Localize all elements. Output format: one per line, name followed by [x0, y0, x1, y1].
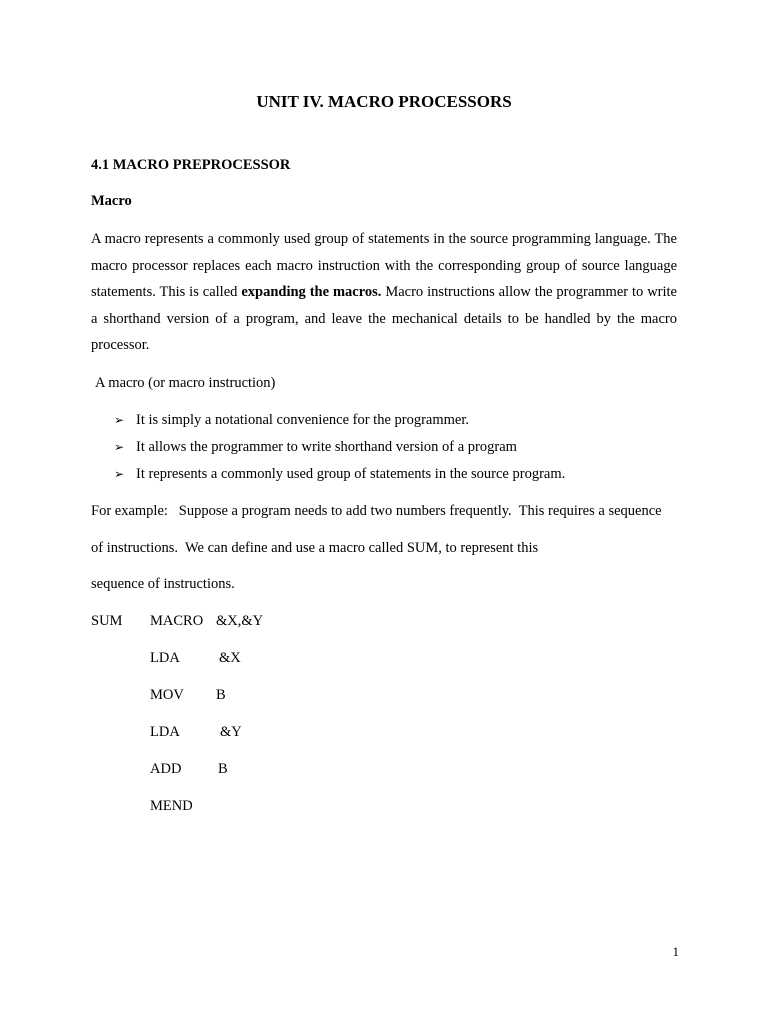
code-opcode: LDA: [150, 724, 180, 740]
page-number: 1: [672, 944, 679, 959]
intro-paragraph: [91, 226, 677, 359]
code-operand: &X,&Y: [216, 613, 264, 629]
example-line: of instructions. We can define and use a macro called SUM, to represent this: [91, 540, 539, 556]
code-operand: &X: [219, 650, 241, 666]
intro-text-end: Macro instructions allow the programmer to write a shorthand version of a program, and leave the mechanical details to be handled by the macro processor.: [91, 284, 677, 353]
example-line: For example: Suppose a program needs to add two numbers frequently. This requires a sequence: [91, 503, 662, 519]
list-item: [114, 464, 565, 488]
list-item: [114, 410, 565, 437]
code-opcode: MOV: [150, 687, 184, 703]
subheading: Macro: [91, 193, 132, 209]
bullet-list: [114, 410, 565, 488]
code-opcode: LDA: [150, 650, 180, 666]
arrow-bullet-icon: ➢: [114, 440, 125, 454]
page-title: UNIT IV. MACRO PROCESSORS: [256, 92, 512, 111]
code-opcode: MEND: [150, 798, 193, 814]
bullet-text: It is simply a notational convenience for the programmer.: [136, 412, 469, 428]
code-operand: &Y: [220, 724, 242, 740]
code-opcode: ADD: [150, 761, 182, 777]
code-opcode: MACRO: [150, 613, 204, 629]
code-label: SUM: [91, 613, 123, 629]
bullet-text: It allows the programmer to write shorthand version of a program: [136, 439, 517, 455]
intro-bold-term: expanding the macros.: [241, 284, 382, 300]
section-heading: 4.1 MACRO PREPROCESSOR: [91, 157, 291, 173]
code-operand: B: [218, 761, 228, 777]
code-operand: B: [216, 687, 226, 703]
list-item: [114, 437, 565, 464]
example-line: sequence of instructions.: [91, 576, 235, 592]
bullet-text: It represents a commonly used group of statements in the source program.: [136, 466, 566, 482]
definition-line: A macro (or macro instruction): [95, 375, 276, 391]
arrow-bullet-icon: ➢: [114, 413, 125, 427]
intro-text-start: A macro represents a commonly used group of statements in the source programming language. The macro processor replaces each macro instruction with the corresponding group of source language statements. This is called: [91, 231, 677, 300]
arrow-bullet-icon: ➢: [114, 467, 125, 481]
